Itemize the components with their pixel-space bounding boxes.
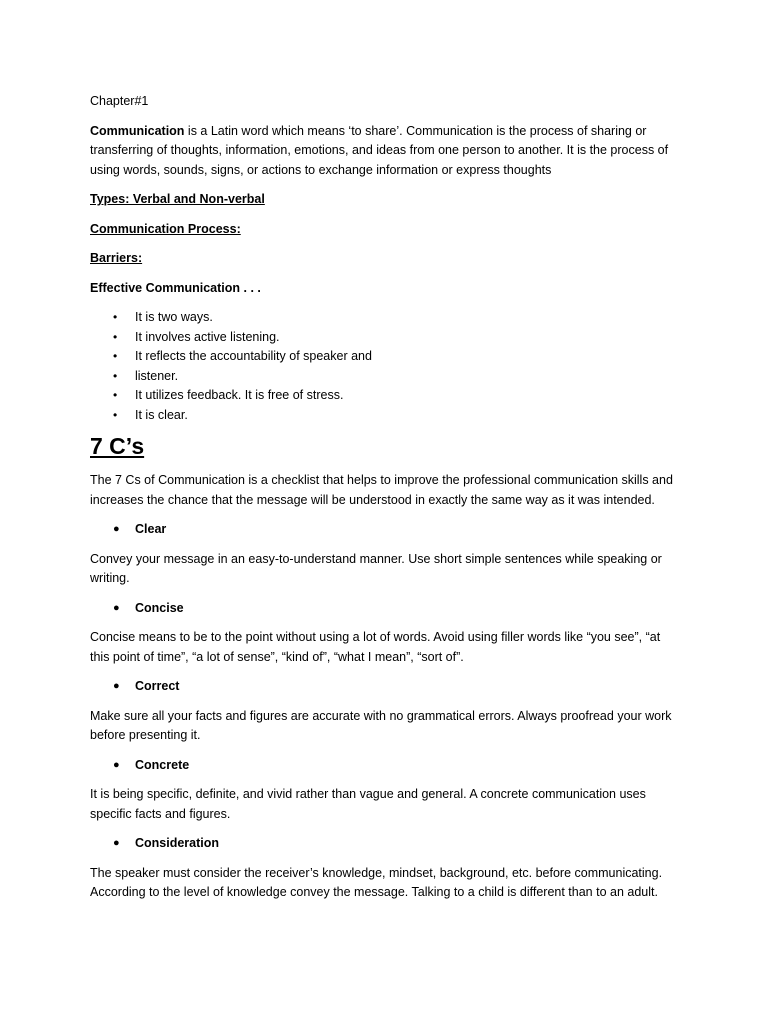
bullet-icon: ● xyxy=(113,680,120,692)
list-item-text: It is two ways. xyxy=(135,310,213,324)
bullet-icon: • xyxy=(113,388,118,402)
c-item-label: Correct xyxy=(135,679,180,693)
bullet-icon: ● xyxy=(113,758,120,771)
intro-term: Communication xyxy=(90,123,185,138)
bullet-icon: • xyxy=(113,407,118,422)
bullet-icon: ● xyxy=(113,601,120,614)
effective-heading: Effective Communication . . . xyxy=(90,280,261,295)
c-description-correct: Make sure all your facts and figures are accurate with no grammatical errors. Always proofread your work before presenting it. xyxy=(90,708,672,742)
bullet-icon: • xyxy=(113,349,118,363)
seven-cs-heading: 7 C’s xyxy=(90,433,145,459)
types-heading: Types: Verbal and Non-verbal xyxy=(90,192,265,206)
bullet-icon: • xyxy=(113,329,118,344)
list-item-text: It involves active listening. xyxy=(135,329,280,344)
effective-list xyxy=(90,308,680,425)
list-item xyxy=(90,347,680,367)
c-item-correct xyxy=(90,677,680,697)
c-item-label: Consideration xyxy=(135,836,220,850)
c-description-concrete: It is being specific, definite, and vivid rather than vague and general. A concrete communication uses specific facts and figures. xyxy=(90,787,646,821)
barriers-heading: Barriers: xyxy=(90,251,143,265)
bullet-icon: • xyxy=(113,310,118,324)
list-item-text: It utilizes feedback. It is free of stress. xyxy=(135,388,344,402)
bullet-icon: ● xyxy=(113,523,120,535)
process-heading: Communication Process: xyxy=(90,221,241,236)
c-description-concise: Concise means to be to the point without using a lot of words. Avoid using filler words like “you see”, “at this point of time”, “a lot of sense”, “kind of”, “what I mean”, “sort of”. xyxy=(90,630,661,664)
document-content xyxy=(90,92,680,913)
c-item-consideration xyxy=(90,834,680,854)
list-item xyxy=(90,406,680,426)
chapter-title: Chapter#1 xyxy=(90,94,149,108)
c-item-clear xyxy=(90,520,680,540)
bullet-icon: • xyxy=(113,368,118,383)
list-item xyxy=(90,367,680,387)
list-item-text: It is clear. xyxy=(135,407,188,422)
c-item-concise xyxy=(90,599,680,619)
intro-paragraph xyxy=(90,122,680,181)
list-item-text: listener. xyxy=(135,368,179,383)
seven-cs-intro: The 7 Cs of Communication is a checklist that helps to improve the professional communication skills and increases the chance that the message will be understood in exactly the same way as it was intended. xyxy=(90,473,673,507)
c-description-consideration: The speaker must consider the receiver’s knowledge, mindset, background, etc. before communicating. According to the level of knowledge convey the message. Talking to a child is different than to an adult. xyxy=(90,865,663,899)
bullet-icon: ● xyxy=(113,837,120,849)
intro-text: is a Latin word which means ‘to share’. Communication is the process of sharing or transferring of thoughts, information, emotions, and ideas from one person to another. It is the process of using words, sounds, signs, or actions to exchange information or express thoughts xyxy=(90,123,669,177)
list-item xyxy=(90,308,680,328)
c-item-concrete xyxy=(90,756,680,776)
c-item-label: Clear xyxy=(135,522,167,536)
c-item-label: Concise xyxy=(135,600,184,615)
c-item-label: Concrete xyxy=(135,757,190,772)
list-item-text: It reflects the accountability of speaker and xyxy=(135,349,372,363)
c-description-clear: Convey your message in an easy-to-understand manner. Use short simple sentences while speaking or writing. xyxy=(90,551,662,585)
list-item xyxy=(90,328,680,348)
list-item xyxy=(90,386,680,406)
